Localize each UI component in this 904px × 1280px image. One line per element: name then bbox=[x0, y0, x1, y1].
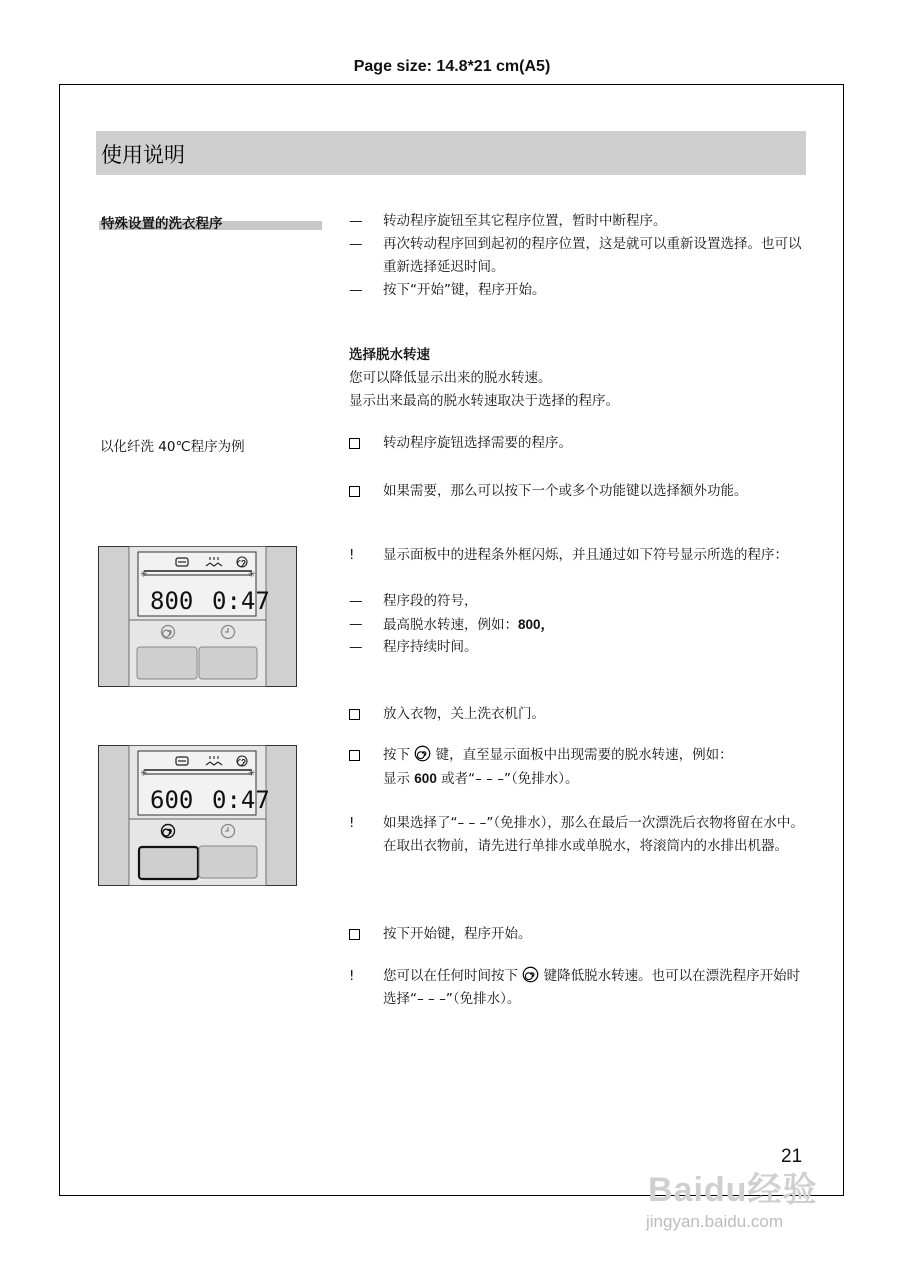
watermark-brand: Baidu经验 bbox=[648, 1171, 818, 1209]
speed-readout: 800 bbox=[150, 587, 194, 615]
title-bar bbox=[96, 131, 806, 175]
svg-text:✳: ✳ bbox=[140, 769, 148, 779]
speed-readout: 600 bbox=[150, 786, 194, 814]
delay-button[interactable] bbox=[199, 846, 257, 878]
example-label: 以化纤洗 40℃程序为例 bbox=[100, 439, 245, 455]
delay-button[interactable] bbox=[199, 647, 257, 679]
step4-text-a: 按下 bbox=[383, 747, 410, 763]
dash-marker: — bbox=[349, 593, 363, 609]
checkbox-icon bbox=[349, 923, 371, 948]
svg-text:✳: ✳ bbox=[248, 570, 256, 580]
spin-button[interactable] bbox=[139, 847, 198, 879]
list-item-text: 程序段的符号， bbox=[383, 593, 478, 609]
time-readout: 0:47 bbox=[212, 786, 270, 814]
note-text bbox=[383, 812, 809, 858]
note2-line-2: 在取出衣物前，请先进行单排水或单脱水，将滚筒内的水排出机器。 bbox=[383, 838, 788, 854]
dash-marker: — bbox=[349, 282, 363, 298]
exclamation-marker: ! bbox=[349, 968, 355, 984]
step-text: 转动程序旋钮选择需要的程序。 bbox=[383, 435, 572, 451]
spiral-spin-icon bbox=[414, 745, 431, 762]
list-item-text bbox=[383, 613, 809, 637]
step4-value: 600 bbox=[414, 771, 437, 786]
step4-text-c: 显示 bbox=[383, 771, 410, 787]
watermark-url: jingyan.baidu.com bbox=[646, 1212, 784, 1231]
spin-section bbox=[349, 344, 809, 413]
spiral-spin-icon bbox=[522, 966, 539, 983]
control-panel-1 bbox=[98, 546, 298, 688]
dash-marker: — bbox=[349, 213, 363, 229]
step-text: 放入衣物，关上洗衣机门。 bbox=[383, 706, 545, 722]
svg-text:✳: ✳ bbox=[140, 570, 148, 580]
step-text: 如果需要，那么可以按下一个或多个功能键以选择额外功能。 bbox=[383, 483, 748, 499]
spin-line-2: 显示出来最高的脱水转速取决于选择的程序。 bbox=[349, 393, 619, 409]
spin-line-1: 您可以降低显示出来的脱水转速。 bbox=[349, 370, 552, 386]
checkbox-icon bbox=[349, 432, 371, 457]
checkbox-icon bbox=[349, 703, 371, 728]
page-title: 使用说明 bbox=[101, 143, 185, 167]
control-panel-2 bbox=[98, 745, 298, 887]
list-item-text: 转动程序旋钮至其它程序位置，暂时中断程序。 bbox=[383, 213, 667, 229]
dash2-text: 最高脱水转速，例如： bbox=[383, 617, 518, 633]
checkbox-icon bbox=[349, 744, 371, 769]
section-label-text: 特殊设置的洗衣程序 bbox=[101, 216, 223, 232]
spin-button[interactable] bbox=[137, 647, 197, 679]
checkbox-icon bbox=[349, 480, 371, 505]
note3-text-a: 您可以在任何时间按下 bbox=[383, 968, 518, 984]
dash-marker: — bbox=[349, 236, 363, 252]
page-size-label: Page size: 14.8*21 cm(A5) bbox=[353, 58, 551, 75]
list-item-text: 再次转动程序回到起初的程序位置，这是就可以重新设置选择。也可以重新选择延迟时间。 bbox=[383, 236, 802, 275]
step4-text-b: 键，直至显示面板中出现需要的脱水转速，例如： bbox=[435, 747, 733, 763]
note2-line-1: 如果选择了“– – –”（免排水），那么在最后一次漂洗后衣物将留在水中。 bbox=[383, 815, 804, 831]
dash-marker: — bbox=[349, 639, 363, 655]
page-number: 21 bbox=[781, 1146, 803, 1167]
list-item-text: 按下“开始”键，程序开始。 bbox=[383, 282, 546, 298]
svg-text:✳: ✳ bbox=[248, 769, 256, 779]
step-text bbox=[383, 744, 809, 791]
spin-heading: 选择脱水转速 bbox=[349, 347, 430, 363]
step-text: 按下开始键，程序开始。 bbox=[383, 926, 532, 942]
dash2-value: 800， bbox=[518, 617, 555, 632]
dash-marker: — bbox=[349, 616, 363, 632]
section-label bbox=[99, 212, 322, 231]
note-text: 显示面板中的进程条外框闪烁，并且通过如下符号显示所选的程序： bbox=[383, 547, 788, 563]
time-readout: 0:47 bbox=[212, 587, 270, 615]
list-item-text: 程序持续时间。 bbox=[383, 639, 478, 655]
exclamation-marker: ! bbox=[349, 547, 355, 563]
note3-text-b: 键降低脱水转速。也可以在漂洗程序开始时选择“– – –”（免排水）。 bbox=[383, 968, 801, 1007]
note-text bbox=[383, 965, 809, 1011]
exclamation-marker: ! bbox=[349, 815, 355, 831]
step4-text-d: 或者“– – –”（免排水）。 bbox=[441, 771, 579, 787]
